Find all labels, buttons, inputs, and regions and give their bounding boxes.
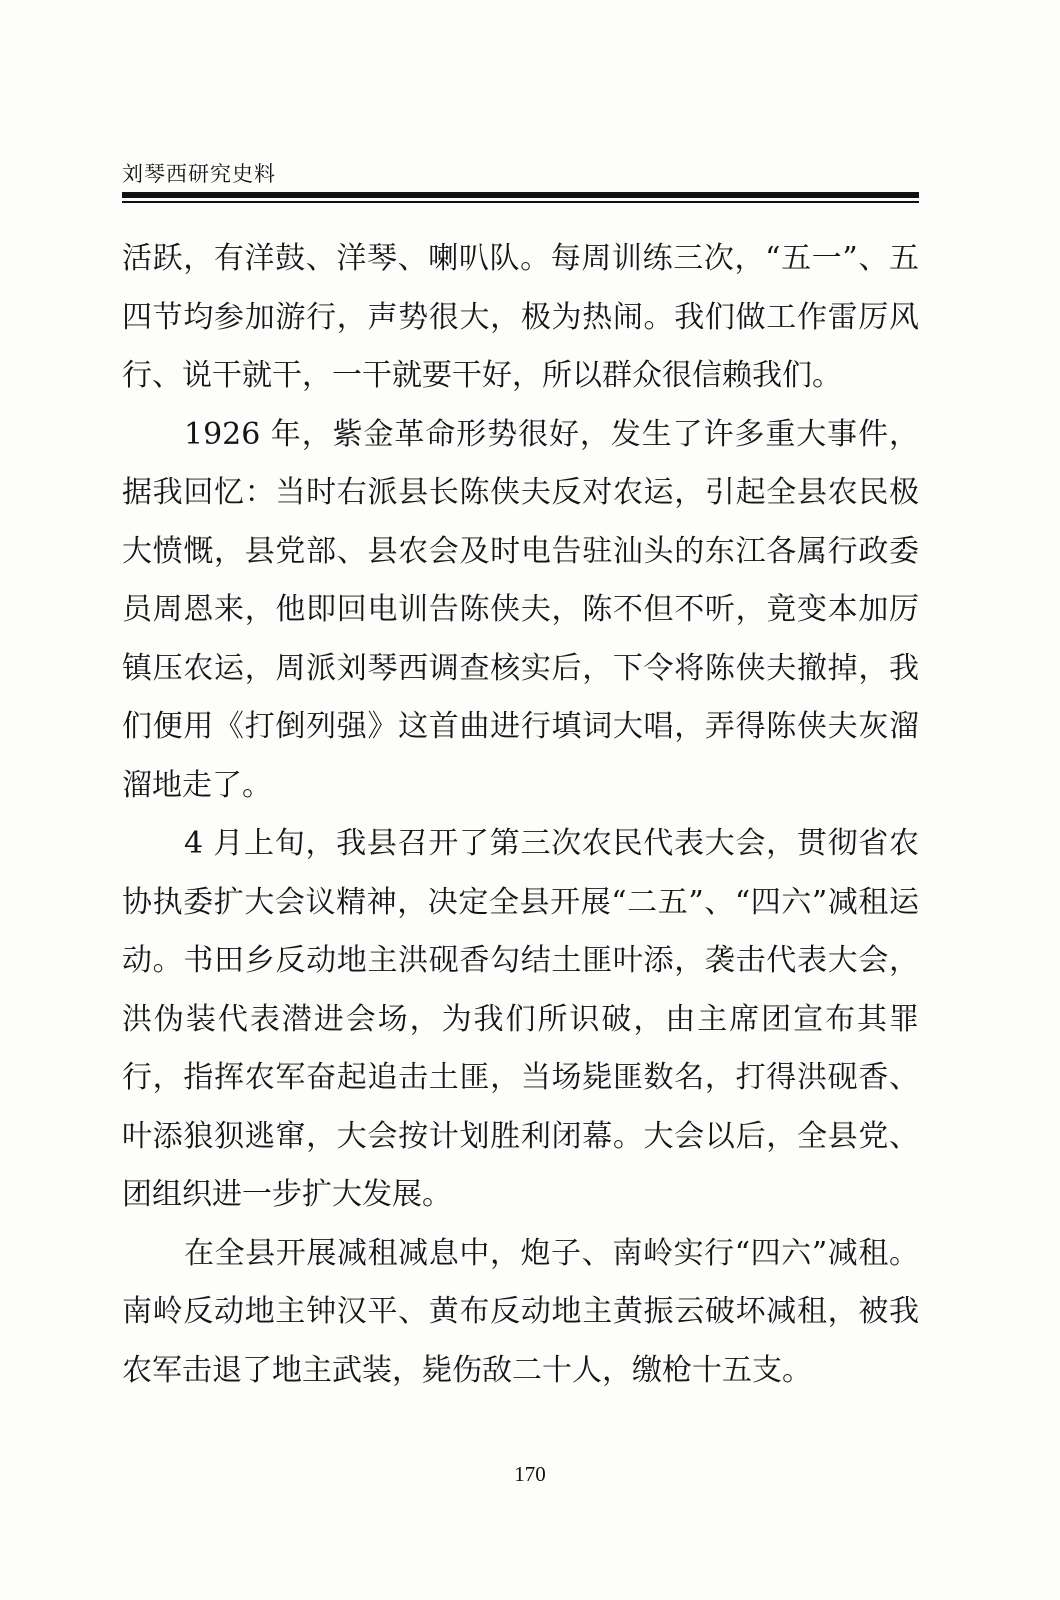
header-rule-thick [122, 192, 919, 198]
paragraph-3: 4 月上旬，我县召开了第三次农民代表大会，贯彻省农协执委扩大会议精神，决定全县开展“二五”、“四六”减租运动。书田乡反动地主洪砚香勾结土匪叶添，袭击代表大会，洪伪装代表潜进会场，为我们所识破，由主席团宣布其罪行，指挥农军奋起追击土匪，当场毙匪数名，打得洪砚香、叶添狼狈逃窜，大会按计划胜利闭幕。大会以后，全县党、团组织进一步扩大发展。 [122, 826, 919, 1212]
paragraph-1: 活跃，有洋鼓、洋琴、喇叭队。每周训练三次，“五一”、五四节均参加游行，声势很大，极为热闹。我们做工作雷厉风行、说干就干，一干就要干好，所以群众很信赖我们。 [122, 241, 919, 393]
header-rule-thin [122, 201, 919, 203]
paragraph-2: 1926 年，紫金革命形势很好，发生了许多重大事件，据我回忆：当时右派县长陈侠夫反对农运，引起全县农民极大愤慨，县党部、县农会及时电告驻汕头的东江各属行政委员周恩来，他即回电训告陈侠夫，陈不但不听，竟变本加厉镇压农运，周派刘琴西调查核实后，下令将陈侠夫撤掉，我们便用《打倒列强》这首曲进行填词大唱，弄得陈侠夫灰溜溜地走了。 [122, 416, 919, 803]
body-text [122, 230, 919, 1400]
paragraph-4: 在全县开展减租减息中，炮子、南岭实行“四六”减租。南岭反动地主钟汉平、黄布反动地主黄振云破坏减租，被我农军击退了地主武装，毙伤敌二十人，缴枪十五支。 [122, 1235, 919, 1388]
running-header-title: 刘琴西研究史料 [122, 162, 276, 186]
page-number: 170 [514, 1462, 546, 1486]
